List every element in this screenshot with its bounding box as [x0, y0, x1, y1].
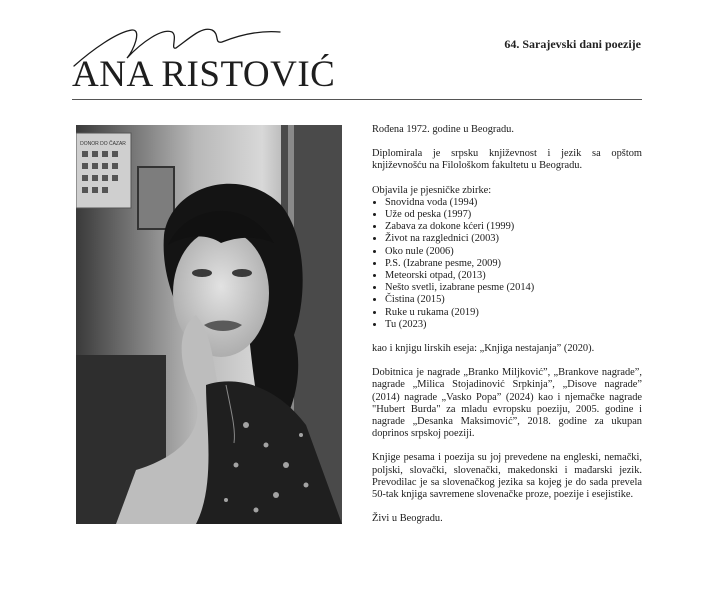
header-divider — [72, 99, 642, 100]
list-item: • Zabava za dokone kćeri (1999) — [385, 221, 642, 233]
list-item: • Nešto svetli, izabrane pesme (2014) — [385, 282, 642, 294]
bio-collections-intro: Objavila je pjesničke zbirke: — [372, 184, 492, 196]
biography — [372, 124, 642, 537]
list-item: • Oko nule (2006) — [385, 246, 642, 258]
event-title: 64. Sarajevski dani poezije — [504, 37, 641, 51]
bio-education: Diplomirala je srpsku književnost i jezik sa opštom književnošću na Filološkom fakultetu u Beogradu. — [372, 148, 642, 172]
list-item: • Čistina (2015) — [385, 294, 642, 306]
author-name: ANA RISTOVIĆ — [72, 54, 336, 95]
list-item: • Meteorski otpad, (2013) — [385, 270, 642, 282]
list-item: • Tu (2023) — [385, 319, 642, 331]
bio-translations: Knjige pesama i poezija su joj prevedene na engleski, nemački, poljski, slovački, slovenački, makedonski i mađarski jezik. Prevodilac je sa slovenačkog jezika sa kojeg je do sada prevela 50-tak knjiga savremene slovenačke proze, poezije i esejistike. — [372, 452, 642, 501]
list-item: • P.S. (Izabrane pesme, 2009) — [385, 258, 642, 270]
collections-list — [372, 197, 642, 331]
list-item: • Snovidna voda (1994) — [385, 197, 642, 209]
list-item: • Život na razglednici (2003) — [385, 233, 642, 245]
bio-residence: Živi u Beogradu. — [372, 513, 443, 525]
author-portrait — [76, 125, 342, 524]
list-item: • Uže od peska (1997) — [385, 209, 642, 221]
bio-born: Rođena 1972. godine u Beogradu. — [372, 124, 514, 135]
bio-essays: kao i knjigu lirskih eseja: „Knjiga nestajanja” (2020). — [372, 343, 595, 355]
poster-text: DONOR DO ČAZAR — [80, 141, 126, 147]
list-item: • Ruke u rukama (2019) — [385, 307, 642, 319]
bio-awards: Dobitnica je nagrade „Branko Miljković”, „Brankove nagrade”, nagrade „Milica Stojadinović Srpkinja”, „Disove nagrade” (2014) nagrade „Vasko Popa” (2024) kao i njemačke nagrade "Hubert Burda" za mladu evropsku poeziju, 2005. godine i nagrade „Desanka Maksimović”, 2018. godine za ukupan doprinos srpskoj poeziji. — [372, 367, 642, 440]
